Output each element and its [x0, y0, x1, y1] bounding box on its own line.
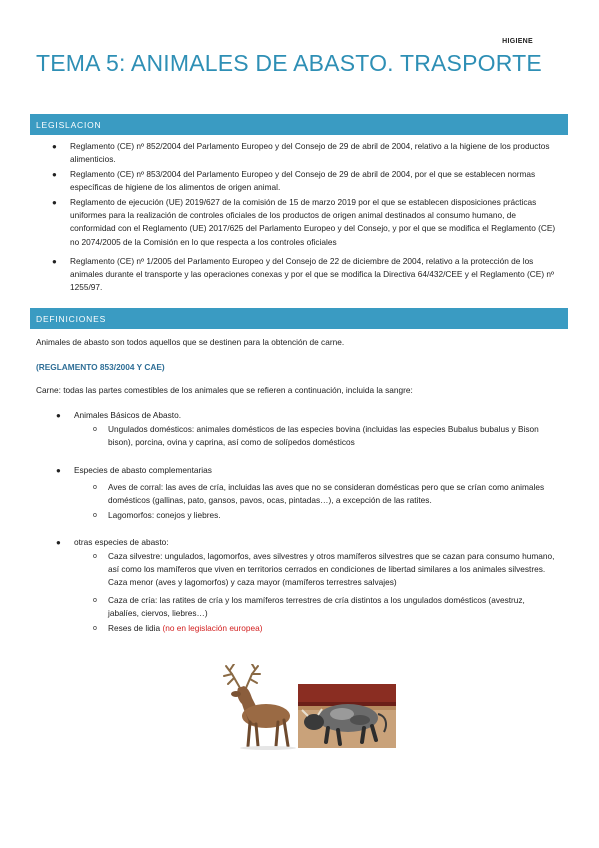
- definition-intro: Animales de abasto son todos aquellos que se destinen para la obtención de carne.: [36, 337, 345, 347]
- bullet-icon: ●: [52, 198, 57, 207]
- circle-bullet-icon: o: [93, 426, 97, 433]
- circle-bullet-icon: o: [93, 625, 97, 632]
- legislation-item: ● Reglamento (CE) nº 852/2004 del Parlamento Europeo y del Consejo de 29 de abril de 2004, relativo a la higiene de los productos alimenticios.: [52, 141, 550, 165]
- circle-bullet-icon: o: [93, 553, 97, 560]
- sub-item: o Ungulados domésticos: animales domésticos de las especies bovina (incluidas las especies Bubalus bubalus y Bison bison), porcina, ovina y caprina, así como de solípedos domésticos: [93, 424, 539, 448]
- sub-item: o Caza de cría: las ratites de cría y los mamíferos terrestres de cría distintos a los ungulados domésticos (avestruz, jabalíes, ciervos, liebres…): [93, 595, 525, 619]
- bullet-icon: ●: [52, 257, 57, 266]
- sub-item: o Aves de corral: las aves de cría, incluidas las aves que no se consideran domésticas pero que se crían como animales domésticos (gallinas, pato, gansos, pavos, ocas, pintadas…), a excepción de las ratites.: [93, 482, 545, 506]
- bull-image: [298, 684, 396, 748]
- circle-bullet-icon: o: [93, 512, 97, 519]
- carne-definition: Carne: todas las partes comestibles de los animales que se refieren a continuación, incluida la sangre:: [36, 385, 413, 395]
- bullet-icon: ●: [56, 411, 61, 420]
- deer-image: [200, 664, 298, 750]
- group-item: ● Animales Básicos de Abasto.: [74, 409, 554, 422]
- section-heading-legislacion: LEGISLACION: [30, 114, 568, 135]
- regulation-reference: (REGLAMENTO 853/2004 Y CAE): [36, 362, 165, 372]
- bullet-icon: ●: [52, 142, 57, 151]
- note-text: (no en legislación europea): [162, 623, 263, 633]
- legislation-item: ● Reglamento (CE) nº 853/2004 del Parlamento Europeo y del Consejo de 29 de abril de 2004, por el que se establecen normas específicas de higiene de los alimentos de origen animal.: [52, 169, 536, 193]
- circle-bullet-icon: o: [93, 484, 97, 491]
- group-item: ● otras especies de abasto:: [74, 536, 554, 549]
- circle-bullet-icon: o: [93, 597, 97, 604]
- sub-item: o Reses de lidia (no en legislación europea): [108, 622, 558, 635]
- section-heading-definiciones: DEFINICIONES: [30, 308, 568, 329]
- bullet-icon: ●: [56, 538, 61, 547]
- bullet-icon: ●: [56, 466, 61, 475]
- bullet-icon: ●: [52, 170, 57, 179]
- header-label: HIGIENE: [502, 38, 533, 45]
- page-title: TEMA 5: ANIMALES DE ABASTO. TRASPORTE: [36, 50, 542, 76]
- legislation-item: ● Reglamento (CE) nº 1/2005 del Parlamento Europeo y del Consejo de 22 de diciembre de 2004, relativo a la protección de los animales durante el transporte y las operaciones conexas y por el que se modifica la Directiva 64/432/CEE y el Reglamento (CE) nº 1255/97.: [52, 256, 555, 293]
- group-item: ● Especies de abasto complementarias: [74, 464, 554, 477]
- sub-item: o Lagomorfos: conejos y liebres.: [108, 509, 558, 522]
- legislation-item: ● Reglamento de ejecución (UE) 2019/627 de la comisión de 15 de marzo 2019 por el que se establecen disposiciones prácticas uniformes para la realización de controles oficiales de los productos de origen animal destinados al consumo humano, de conformidad con el Reglamento (UE) 2017/625 del Parlamento Europeo y del Consejo, y por el que se modifica el Reglamento (CE) no 2074/2005 de la Comisión en lo que respecta a los controles oficiales: [52, 197, 556, 247]
- sub-item: o Caza silvestre: ungulados, lagomorfos, aves silvestres y otros mamíferos silvestres que se cazan para consumo humano, así como los mamíferos que viven en territorios cerrados en condiciones de libertad similares a los animales silvestres. Caza menor (aves y lagomorfos) y caza mayor (mamíferos terrestres salvajes): [93, 551, 555, 588]
